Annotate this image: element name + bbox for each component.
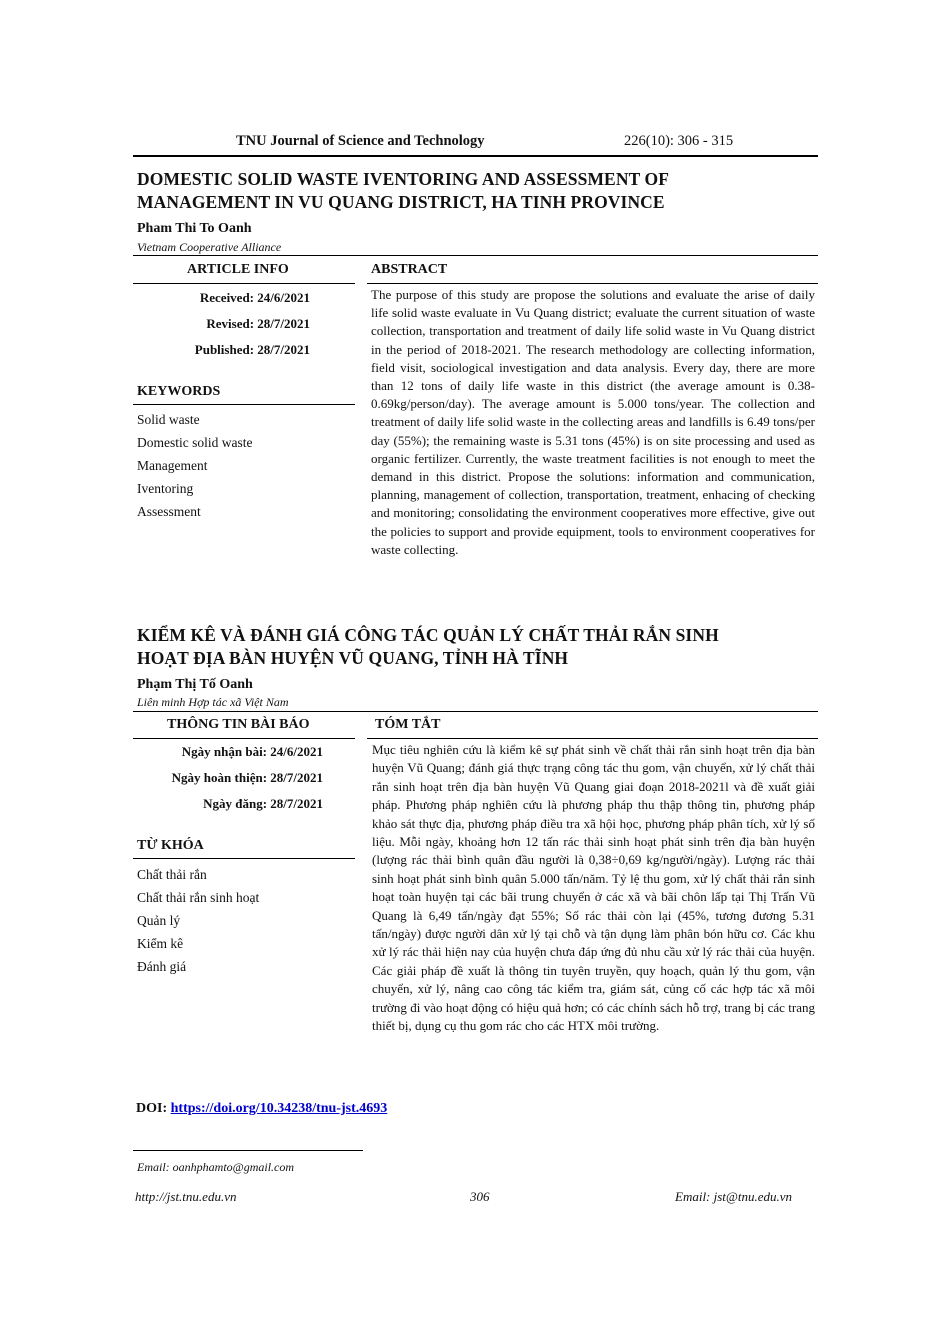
vietnamese-top-rule bbox=[133, 711, 818, 712]
english-title bbox=[137, 168, 669, 214]
journal-name: TNU Journal of Science and Technology bbox=[236, 133, 485, 149]
doi-line bbox=[136, 1101, 387, 1117]
english-affiliation: Vietnam Cooperative Alliance bbox=[137, 240, 282, 254]
received-date: Received: 24/6/2021 bbox=[199, 290, 310, 305]
keyword-item: Management bbox=[137, 458, 208, 473]
revised-date: Revised: 28/7/2021 bbox=[206, 316, 310, 331]
doi-label: DOI: bbox=[136, 1101, 171, 1116]
revised-date-vi: Ngày hoàn thiện: 28/7/2021 bbox=[171, 770, 323, 785]
article-info-heading: ARTICLE INFO bbox=[187, 262, 289, 277]
footer-url[interactable]: http://jst.tnu.edu.vn bbox=[135, 1189, 237, 1204]
article-info-rule bbox=[133, 283, 355, 284]
author-email: Email: oanhphamto@gmail.com bbox=[137, 1160, 295, 1174]
keywords-rule-vi bbox=[133, 858, 355, 859]
header-rule bbox=[133, 155, 818, 157]
doi-link[interactable]: https://doi.org/10.34238/tnu-jst.4693 bbox=[170, 1101, 388, 1116]
english-author: Pham Thi To Oanh bbox=[137, 221, 252, 236]
article-info-heading-vi: THÔNG TIN BÀI BÁO bbox=[167, 717, 310, 732]
keyword-item: Solid waste bbox=[137, 412, 200, 427]
keyword-item: Domestic solid waste bbox=[137, 435, 253, 450]
volume-pages: 226(10): 306 - 315 bbox=[624, 133, 734, 149]
keyword-item-vi: Chất thải rắn bbox=[137, 867, 207, 882]
vietnamese-title-line-2: HOẠT ĐỊA BÀN HUYỆN VŨ QUANG, TỈNH HÀ TĨNH bbox=[137, 648, 569, 668]
english-title-line-2: MANAGEMENT IN VU QUANG DISTRICT, HA TINH PROVINCE bbox=[137, 192, 665, 212]
vietnamese-affiliation: Liên minh Hợp tác xã Việt Nam bbox=[137, 695, 289, 709]
vietnamese-abstract-text: Mục tiêu nghiên cứu là kiểm kê sự phát sinh về chất thải rắn sinh hoạt trên địa bàn huyện Vũ Quang; đánh giá thực trạng công tác thu gom, vận chuyển, xử lý chất thải rắn sinh hoạt trên địa bàn huyện Vũ Quang giai đoạn 2018-2021l và đề xuất giải pháp. Phương pháp nghiên cứu là phương pháp thu thập thông tin, phương pháp khảo sát thực địa, phương pháp điều tra xã hội học, phương pháp phân tích, xử lý số liệu. Mỗi ngày, khoảng hơn 12 tấn rác thải sinh hoạt phát sinh trên địa bàn huyện (lượng rác thải bình quân đầu người là 0,38÷0,69 kg/người/ngày). Lượng rác thải sinh hoạt phát sinh bình quân 5.000 tấn/năm. Tỷ lệ thu gom, xử lý chất thải rắn sinh hoạt toàn huyện tại các bãi trung chuyển ở các xã và bãi chôn lấp tại Thị Trấn Vũ Quang là 6,49 tấn/ngày đạt 55%; Số rác thải còn lại (45%, tương đương 5.31 tấn/ngày) được người dân xử lý tại chỗ và tận dụng làm phân bón hữu cơ. Các khu xử lý rác thải hiện nay của huyện chưa đáp ứng đủ nhu cầu xử lý rác thải của huyện. Các giải pháp đề xuất là thông tin tuyên truyền, quy hoạch, quản lý thu gom, vận chuyển, xử lý, nâng cao công tác kiểm tra, giám sát, củng cố các hợp tác xã môi trường đi vào hoạt động có hiệu quả hơn; có các chính sách hỗ trợ, trang bị các trang thiết bị, dụng cụ thu gom rác cho các HTX môi trường. bbox=[372, 742, 815, 1034]
vietnamese-author: Phạm Thị Tố Oanh bbox=[137, 677, 253, 692]
keyword-item-vi: Đánh giá bbox=[137, 959, 187, 974]
published-date: Published: 28/7/2021 bbox=[194, 342, 310, 357]
keyword-item-vi: Chất thải rắn sinh hoạt bbox=[137, 890, 260, 905]
abstract-heading: ABSTRACT bbox=[371, 262, 448, 277]
article-info-rule-vi bbox=[133, 738, 355, 739]
abstract-rule bbox=[367, 283, 818, 284]
english-title-line-1: DOMESTIC SOLID WASTE IVENTORING AND ASSESSMENT OF bbox=[137, 169, 670, 189]
keyword-item-vi: Kiểm kê bbox=[137, 936, 184, 951]
vietnamese-title bbox=[137, 624, 719, 670]
keyword-item: Assessment bbox=[137, 504, 201, 519]
abstract-heading-vi: TÓM TẮT bbox=[375, 717, 441, 732]
keyword-item: Iventoring bbox=[137, 481, 194, 496]
footnote-rule bbox=[133, 1150, 363, 1151]
received-date-vi: Ngày nhận bài: 24/6/2021 bbox=[181, 744, 323, 759]
keywords-rule bbox=[133, 404, 355, 405]
keyword-item-vi: Quản lý bbox=[137, 913, 181, 928]
vietnamese-title-line-1: KIỂM KÊ VÀ ĐÁNH GIÁ CÔNG TÁC QUẢN LÝ CHẤT THẢI RẮN SINH bbox=[137, 625, 719, 645]
english-abstract-text: The purpose of this study are propose the solutions and evaluate the arise of daily life solid waste evaluate in Vu Quang district; evaluate the current situation of waste collection, transportation and treatment of daily life solid waste in Vu Quang district in the period of 2018-2021. The research methodology are collecting information, field visit, sociological investigation and data analysis. Every day, there are more than 12 tons of daily life waste in this district (the average amount is 0.38-0.69kg/person/day). The average amount is 5.000 tons/year. The collection and treatment of daily life solid waste in the collecting areas and landfills is 6.49 tons/per day (55%); the remaining waste is 5.31 tons (45%) is on site processing and used as organic fertilizer. Currently, the waste treatment facilities is not enough to meet the demand in this district. Propose the solutions: information and communication, planning, management of collection, transportation, treatment, enhacing of checking and monitoring; consolidating the environment cooperatives more effective, give out the policies to support and provide equipment, tools to environment cooperatives for waste collecting. bbox=[371, 287, 815, 557]
keywords-heading-vi: TỪ KHÓA bbox=[137, 838, 204, 853]
keywords-heading: KEYWORDS bbox=[137, 384, 221, 399]
abstract-rule-vi bbox=[367, 738, 818, 739]
page-number: 306 bbox=[470, 1189, 490, 1204]
footer-email[interactable]: Email: jst@tnu.edu.vn bbox=[675, 1189, 793, 1204]
published-date-vi: Ngày đăng: 28/7/2021 bbox=[203, 796, 323, 811]
english-top-rule bbox=[133, 255, 818, 256]
